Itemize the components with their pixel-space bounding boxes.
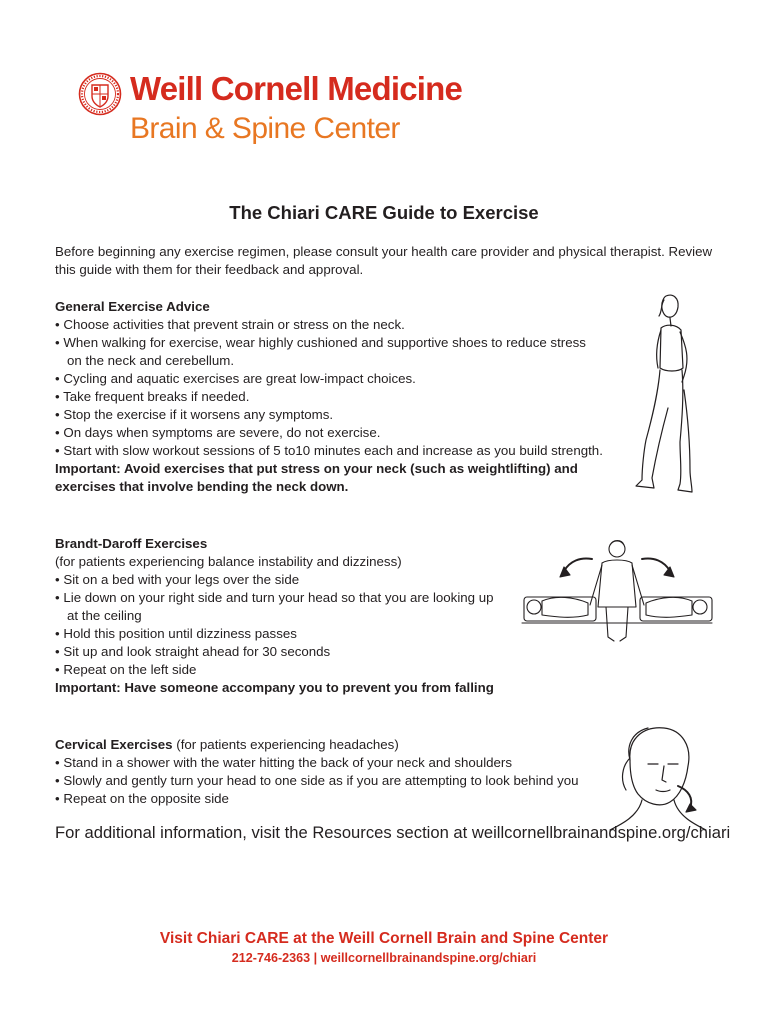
list-item: • Stand in a shower with the water hitting the back of your neck and shoulders: [55, 755, 513, 770]
logo: [78, 70, 518, 150]
brand-name: Weill Cornell Medicine: [130, 70, 463, 107]
cervical-section: [55, 736, 615, 808]
list-item-continuation: on the neck and cerebellum.: [67, 353, 235, 368]
list-item: • Lie down on your right side and turn your head so that you are looking up: [55, 590, 494, 605]
important-note: Important: Avoid exercises that put stress on your neck (such as weightlifting) and: [55, 461, 578, 476]
list-item: • Stop the exercise if it worsens any symptoms.: [55, 407, 334, 422]
general-heading: General Exercise Advice: [55, 299, 210, 314]
list-item: • Sit on a bed with your legs over the side: [55, 572, 300, 587]
list-item: • Start with slow workout sessions of 5 to10 minutes each and increase as you build strength.: [55, 443, 603, 458]
footer-contact: 212-746-2363 | weillcornellbrainandspine.org/chiari: [231, 951, 537, 965]
left-arrow-icon: [564, 559, 592, 572]
cervical-note: (for patients experiencing headaches): [176, 737, 399, 752]
important-note-continuation: exercises that involve bending the neck down.: [55, 479, 349, 494]
brandt-daroff-section: [55, 535, 525, 697]
resources-line: For additional information, visit the Resources section at weillcornellbrainandspine.org/chiari: [55, 823, 731, 842]
page-title: The Chiari CARE Guide to Exercise: [229, 202, 539, 223]
list-item: • Repeat on the left side: [55, 662, 197, 677]
list-item: • On days when symptoms are severe, do not exercise.: [55, 425, 381, 440]
list-item: • Cycling and aquatic exercises are great low-impact choices.: [55, 371, 416, 386]
walking-woman-illustration: [628, 290, 708, 500]
list-item: • Take frequent breaks if needed.: [55, 389, 250, 404]
brandt-daroff-illustration: [518, 535, 716, 645]
list-item: • Slowly and gently turn your head to one side as if you are attempting to look behind you: [55, 773, 579, 788]
head-turn-illustration: [608, 720, 708, 840]
cervical-heading: Cervical Exercises: [55, 737, 173, 752]
important-note: Important: Have someone accompany you to prevent you from falling: [55, 680, 494, 695]
list-item: • Repeat on the opposite side: [55, 791, 229, 806]
list-item: • Choose activities that prevent strain or stress on the neck.: [55, 317, 405, 332]
general-advice-section: [55, 298, 635, 496]
brandt-heading: Brandt-Daroff Exercises: [55, 536, 208, 551]
brandt-note: (for patients experiencing balance instability and dizziness): [55, 554, 402, 569]
list-item: • Hold this position until dizziness passes: [55, 626, 297, 641]
brand-subtitle: Brain & Spine Center: [130, 112, 400, 145]
intro-paragraph: Before beginning any exercise regimen, please consult your health care provider and physical therapist. Review this guide with them for their feedback and approval.: [55, 244, 713, 277]
right-arrow-icon: [642, 559, 670, 572]
list-item-continuation: at the ceiling: [67, 608, 142, 623]
list-item: • When walking for exercise, wear highly cushioned and supportive shoes to reduce stress: [55, 335, 586, 350]
footer-visit: Visit Chiari CARE at the Weill Cornell Brain and Spine Center: [159, 930, 609, 947]
list-item: • Sit up and look straight ahead for 30 seconds: [55, 644, 331, 659]
cornell-seal-icon: [78, 72, 122, 116]
